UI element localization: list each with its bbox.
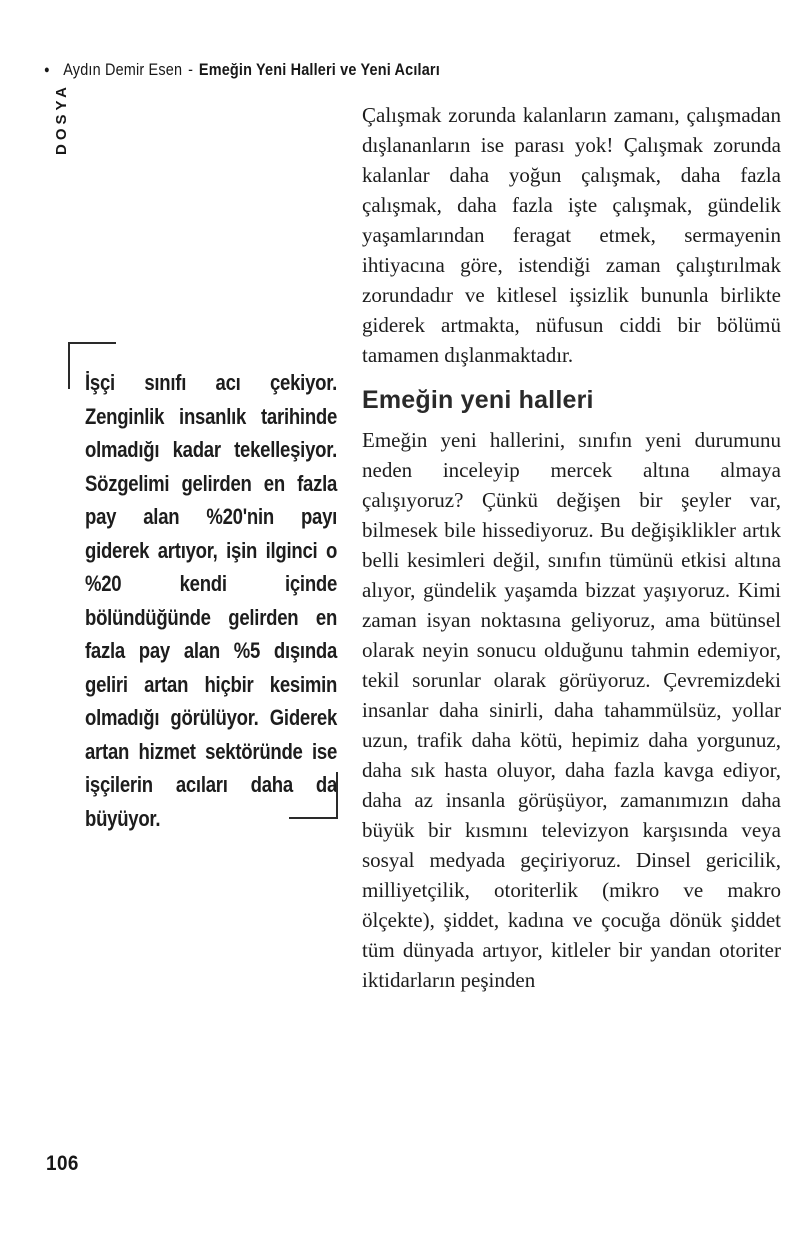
header-separator: - — [188, 60, 193, 79]
bullet-icon: ● — [44, 63, 50, 76]
section-label-dosya: DOSYA — [53, 83, 70, 155]
article-title: Emeğin Yeni Halleri ve Yeni Acıları — [198, 60, 440, 79]
quote-close-bracket-icon — [289, 772, 338, 819]
pull-quote-text: İşçi sınıfı acı çekiyor. Zenginlik insanlık tarihinde olmadığı kadar tekelleşiyor. Sözgelimi gelirden en fazla pay alan %20'nin payı giderek artıyor, işin ilginci o %20 kendi içinde bölündüğünde gelirden en fazla pay alan %5 dışında geliri artan hiçbir kesimin olmadığı görülüyor. Giderek artan hizmet sektöründe ise işçilerin acıları daha da büyüyor. — [85, 370, 338, 831]
body-paragraph-1: Çalışmak zorunda kalanların zamanı, çalışmadan dışlananların ise parası yok! Çalışmak zorunda kalanlar daha yoğun çalışmak, daha fazla çalışmak, daha fazla işte çalışmak, gündelik yaşamlarından feragat etmek, sermayenin ihtiyacına göre, istendiği zaman çalıştırılmak zorundadır ve kitlesel işsizlik bununla birlikte giderek artmakta, nüfusun ciddi bir bölümü tamamen dışlanmaktadır. — [362, 103, 781, 367]
article-column — [362, 100, 781, 995]
section-heading: Emeğin yeni halleri — [362, 386, 594, 414]
author-name: Aydın Demir Esen — [63, 60, 183, 79]
pull-quote — [85, 366, 337, 835]
page-number — [46, 1152, 83, 1176]
body-paragraph-2: Emeğin yeni hallerini, sınıfın yeni durumunu neden inceleyip mercek altına almaya çalışıyoruz? Çünkü değişen bir şeyler var, bilmesek bile hissediyoruz. Bu değişiklikler artık belli kesimleri değil, sınıfın tümünü etkisi altına alıyor, gündelik yaşamda bizzat yaşıyoruz. Kimi zaman isyan noktasına geliyoruz, ama bütünsel olarak neyin sonucu olduğunu tahmin edemiyor, tekil sorunlar olarak görüyoruz. Çevremizdeki insanlar daha sinirli, daha tahammülsüz, yollar uzun, trafik daha kötü, hepimiz daha yorgunuz, daha sık hasta oluyor, daha fazla kavga ediyor, daha az insanla görüşüyor, zamanımızın daha büyük bir kısmını televizyon karşısında veya sosyal medyada geçiriyoruz. Dinsel gericilik, milliyetçilik, otoriterlik (mikro ve makro ölçekte), şiddet, kadına ve çocuğa dönük şiddet tüm dünyada artıyor, kitleler bir yandan otoriter iktidarların peşinden — [362, 428, 781, 992]
page-number-value: 106 — [46, 1152, 79, 1175]
page-header — [44, 60, 744, 84]
